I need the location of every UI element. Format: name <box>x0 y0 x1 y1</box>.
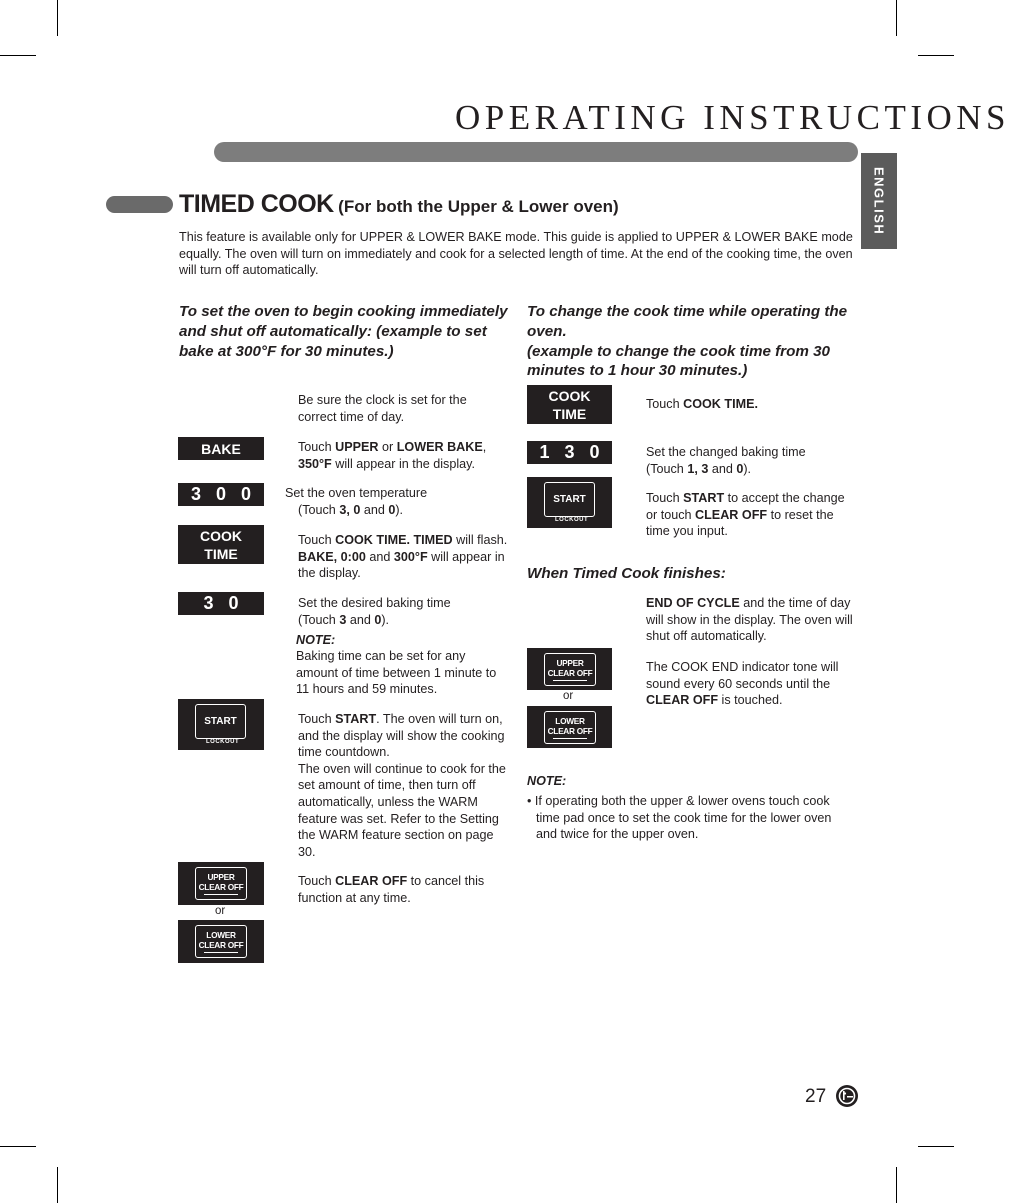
key-label: CLEAR OFF <box>547 725 593 736</box>
text-bold: 3, 0 <box>339 502 361 517</box>
text-bold: CLEAR OFF <box>335 874 408 888</box>
text-bold: START <box>683 491 725 505</box>
crop-mark <box>896 0 897 36</box>
digits-30-display <box>178 592 264 615</box>
text-bold: 1, 3 <box>687 461 709 476</box>
crop-mark <box>0 1146 36 1147</box>
lockout-label: LOCKOUT <box>206 739 240 745</box>
text-bold: 0 <box>388 502 396 517</box>
lower-clear-off-key <box>544 711 596 744</box>
text-indent <box>285 503 403 517</box>
section-title-main: TIMED COOK <box>179 190 334 218</box>
right-note-label: NOTE: <box>527 774 567 788</box>
bake-button <box>178 437 264 460</box>
text: Set the desired baking time <box>298 596 451 610</box>
text: (Touch <box>646 461 688 476</box>
digits-300-display <box>178 483 264 506</box>
text: to accept the change or touch <box>646 491 845 522</box>
right-note-text: • If operating both the upper & lower ovens touch cook time pad once to set the cook time for the lower oven and twice for the upper oven. <box>527 794 832 842</box>
digits-30: 3 0 <box>203 593 239 613</box>
text: will appear in the display. <box>331 456 476 471</box>
cook-time-button <box>178 525 264 564</box>
text: to reset the time you input. <box>646 507 834 539</box>
start-key-label: START <box>204 716 237 727</box>
left-note-text: Baking time can be set for any amount of time between 1 minute to 11 hours and 59 minutes. <box>296 649 497 697</box>
text-bold: BAKE, 0:00 <box>298 549 366 564</box>
key-label: UPPER <box>207 871 235 882</box>
text: The COOK END indicator tone will sound every 60 seconds until the <box>646 660 839 691</box>
lg-logo-icon <box>835 1084 859 1108</box>
section-title <box>179 190 619 219</box>
upper-clear-off-panel <box>527 648 612 690</box>
text: ). <box>743 461 752 476</box>
cook-time-button <box>527 385 612 424</box>
right-step3 <box>646 490 856 540</box>
section-title-sub: (For both the Upper & Lower oven) <box>338 197 619 216</box>
language-tab-label: ENGLISH <box>871 166 887 236</box>
text-bold: 0 <box>736 461 744 476</box>
left-heading: To set the oven to begin cooking immediately and shut off automatically: (example to set bake at 300°F for 30 minutes.) <box>179 303 508 360</box>
text-bold: COOK TIME. <box>683 397 758 411</box>
section-marker <box>106 196 173 213</box>
crop-mark <box>896 1167 897 1203</box>
text: ). <box>381 612 390 627</box>
text-bold: END OF CYCLE <box>646 596 740 610</box>
digits-130: 1 3 0 <box>539 442 600 462</box>
upper-clear-off-key <box>195 867 247 900</box>
right-heading-2: (example to change the cook time from 30 minutes to 1 hour 30 minutes.) <box>527 342 830 380</box>
text: ). <box>395 502 404 517</box>
text: , <box>482 440 487 454</box>
lower-clear-off-key <box>195 925 247 958</box>
key-label: CLEAR OFF <box>198 939 244 950</box>
crop-mark <box>57 0 58 36</box>
right-heading <box>527 302 857 381</box>
page-header-title: OPERATING INSTRUCTIONS <box>455 98 1010 137</box>
key-underline <box>553 680 587 682</box>
text: (Touch <box>298 612 340 627</box>
text: and <box>708 461 737 476</box>
text: or <box>378 440 397 454</box>
crop-mark <box>57 1167 58 1203</box>
page-number: 27 <box>805 1086 827 1107</box>
left-step0: Be sure the clock is set for the correct time of day. <box>298 393 467 424</box>
text: Set the changed baking time <box>646 445 806 459</box>
text-bold: 0 <box>374 612 382 627</box>
text: and the time of day will show in the display. The oven will shut off automatically. <box>646 596 853 644</box>
text: will flash. <box>452 533 508 547</box>
finish-step2 <box>646 659 861 709</box>
right-heading-1: To change the cook time while operating the oven. <box>527 303 848 340</box>
text-bold: UPPER <box>335 440 379 454</box>
text: and <box>365 549 394 564</box>
upper-clear-off-key <box>544 653 596 686</box>
bake-button-label: BAKE <box>201 440 241 457</box>
text-bold: LOWER BAKE <box>396 440 483 454</box>
text: will appear in the display. <box>298 549 505 581</box>
text: . The oven will turn on, and the display will show the cooking time countdown. <box>298 712 505 760</box>
cook-time-label-2: TIME <box>552 405 587 422</box>
text: Touch <box>298 533 336 547</box>
lower-clear-off-panel <box>527 706 612 748</box>
key-label: CLEAR OFF <box>547 667 593 678</box>
upper-clear-off-panel <box>178 862 264 905</box>
text-bold: CLEAR OFF <box>646 693 719 708</box>
text: to cancel this function at any time. <box>298 874 485 905</box>
text: Touch <box>298 712 336 726</box>
header-banner <box>214 142 858 162</box>
text-bold: START <box>335 712 377 726</box>
digits-300: 3 0 0 <box>190 484 252 504</box>
text: (Touch <box>298 502 340 517</box>
left-note-label: NOTE: <box>296 633 336 647</box>
left-step1 <box>298 439 513 472</box>
text-bold: 300°F <box>393 549 428 564</box>
right-step2 <box>646 444 856 477</box>
start-key-panel <box>527 477 612 528</box>
text-bold: 350°F <box>298 456 332 471</box>
start-key <box>544 482 595 517</box>
left-step4 <box>298 595 508 628</box>
digits-130-display <box>527 441 612 464</box>
cook-time-label-1: COOK <box>200 527 242 544</box>
left-step2 <box>285 485 505 518</box>
text: and <box>346 612 375 627</box>
cook-time-label-2: TIME <box>204 545 238 562</box>
start-key-label: START <box>553 494 586 505</box>
text: The oven will continue to cook for the set amount of time, then turn off automatically, unless the WARM feature was set. Refer to the Setting the WARM feature section on page 30. <box>298 761 506 859</box>
or-label: or <box>215 905 226 917</box>
key-label: LOWER <box>555 715 585 726</box>
finish-step1 <box>646 595 856 645</box>
key-underline <box>204 894 238 896</box>
or-label: or <box>563 690 574 702</box>
text: and <box>360 502 389 517</box>
start-key <box>195 704 246 739</box>
text: Touch <box>298 440 336 454</box>
left-step5 <box>298 711 508 860</box>
crop-mark <box>0 55 36 56</box>
text: Touch <box>298 874 336 888</box>
text-bold: COOK TIME. TIMED <box>335 533 453 547</box>
key-label: CLEAR OFF <box>198 881 244 892</box>
cook-time-label-1: COOK <box>548 387 591 404</box>
key-underline <box>204 952 238 954</box>
finish-heading: When Timed Cook finishes: <box>527 565 726 582</box>
start-key-panel <box>178 699 264 750</box>
text-bold: 3 <box>339 612 347 627</box>
language-tab <box>861 153 897 249</box>
left-step3 <box>298 532 508 582</box>
text-bold: CLEAR OFF <box>695 507 768 522</box>
left-step6 <box>298 873 508 906</box>
key-label: LOWER <box>206 929 236 940</box>
key-underline <box>553 738 587 740</box>
text: Touch <box>646 491 684 505</box>
lower-clear-off-panel <box>178 920 264 963</box>
crop-mark <box>918 55 954 56</box>
text: Touch <box>646 397 684 411</box>
text: Set the oven temperature <box>285 486 428 500</box>
section-intro: This feature is available only for UPPER & LOWER BAKE mode. This guide is applied to UPPER & LOWER BAKE mode equally. The oven will turn on immediately and cook for a selected length of time. At the end of the cooking time, the oven will turn off automatically. <box>179 230 853 277</box>
text: is touched. <box>718 693 783 708</box>
lockout-label: LOCKOUT <box>555 517 589 523</box>
crop-mark <box>918 1146 954 1147</box>
key-label: UPPER <box>556 657 584 668</box>
right-step1 <box>646 396 856 413</box>
